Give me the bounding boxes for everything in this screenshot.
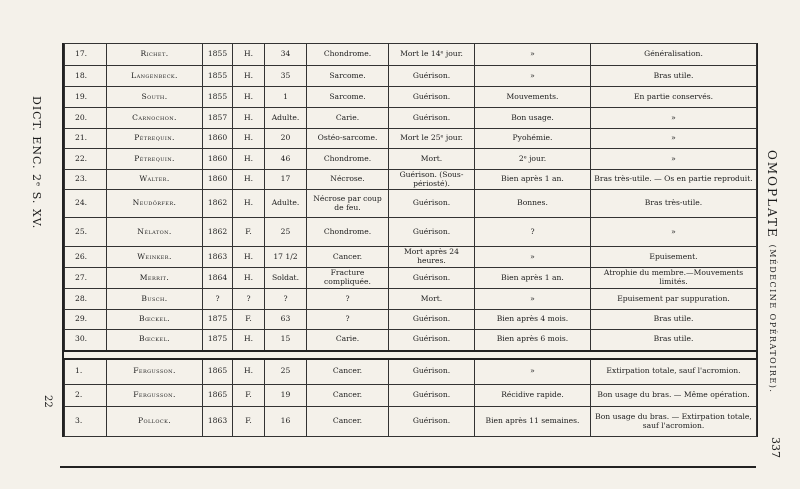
year-cell: 1860 [203, 170, 233, 190]
sex-cell: F. [233, 385, 265, 407]
year-cell: 1864 [203, 268, 233, 289]
outcome-cell: Guérison. (Sous-périosté). [389, 170, 475, 190]
age-cell: 17 1/2 [265, 247, 307, 268]
year-cell: 1855 [203, 44, 233, 66]
page-number-right: 337 [769, 437, 782, 458]
case-number-cell: 18. [65, 66, 107, 87]
sex-cell: H. [233, 87, 265, 108]
year-cell: 1865 [203, 385, 233, 407]
table-row [65, 385, 757, 407]
table-row [65, 218, 757, 247]
surgeon-cell: Merrit. [107, 268, 203, 289]
outcome-cell: Guérison. [389, 190, 475, 218]
age-cell: 19 [265, 385, 307, 407]
notes-cell: Bras utile. [591, 310, 757, 330]
outcome-cell: Guérison. [389, 330, 475, 351]
case-number-cell: 1. [65, 359, 107, 385]
age-cell: ? [265, 289, 307, 310]
function-result-cell: Bien après 1 an. [475, 170, 591, 190]
function-result-cell: Bien après 11 semaines. [475, 407, 591, 437]
sex-cell: H. [233, 190, 265, 218]
sex-cell: H. [233, 44, 265, 66]
function-result-cell: ? [475, 218, 591, 247]
notes-cell: » [591, 108, 757, 129]
table-row [65, 310, 757, 330]
table-row [65, 407, 757, 437]
surgeon-cell: Pollock. [107, 407, 203, 437]
year-cell: 1862 [203, 218, 233, 247]
disease-cell: Ostéo-sarcome. [307, 129, 389, 149]
notes-cell: Atrophie du membre.—Mouvements limités. [591, 268, 757, 289]
function-result-cell: Bien après 4 mois. [475, 310, 591, 330]
notes-cell: Bras utile. [591, 66, 757, 87]
disease-cell: Chondrome. [307, 218, 389, 247]
disease-cell: Chondrome. [307, 44, 389, 66]
surgeon-cell: Richet. [107, 44, 203, 66]
case-number-cell: 21. [65, 129, 107, 149]
case-number-cell: 22. [65, 149, 107, 170]
function-result-cell: » [475, 247, 591, 268]
running-head-title: OMOPLATE [765, 150, 779, 239]
table-row [65, 108, 757, 129]
table-group-1 [65, 44, 757, 351]
running-head-subtitle: (MÉDECINE OPÉRATOIRE). [768, 244, 777, 394]
year-cell: 1863 [203, 247, 233, 268]
function-result-cell: » [475, 44, 591, 66]
case-number-cell: 28. [65, 289, 107, 310]
notes-cell: Epuisement. [591, 247, 757, 268]
case-number-cell: 17. [65, 44, 107, 66]
surgeon-cell: Neudörfer. [107, 190, 203, 218]
surgeon-cell: Bœckel. [107, 310, 203, 330]
case-number-cell: 23. [65, 170, 107, 190]
function-result-cell: » [475, 359, 591, 385]
outcome-cell: Guérison. [389, 268, 475, 289]
table-row [65, 289, 757, 310]
outcome-cell: Guérison. [389, 407, 475, 437]
age-cell: 46 [265, 149, 307, 170]
running-head-right [765, 150, 779, 393]
notes-cell: Bras utile. [591, 330, 757, 351]
function-result-cell: » [475, 66, 591, 87]
notes-cell: Bon usage du bras. — Même opération. [591, 385, 757, 407]
running-head-left: DICT. ENC. 2ᵉ S. XV. [30, 96, 43, 230]
outcome-cell: Guérison. [389, 218, 475, 247]
notes-cell: Epuisement par suppuration. [591, 289, 757, 310]
notes-cell: » [591, 218, 757, 247]
age-cell: 25 [265, 218, 307, 247]
table-row [65, 44, 757, 66]
table-separator [65, 351, 757, 359]
age-cell: 25 [265, 359, 307, 385]
disease-cell: Cancer. [307, 359, 389, 385]
bottom-rule [60, 466, 756, 468]
notes-cell: Généralisation. [591, 44, 757, 66]
surgeon-cell: Fergusson. [107, 385, 203, 407]
year-cell: 1860 [203, 149, 233, 170]
notes-cell: Extirpation totale, sauf l'acromion. [591, 359, 757, 385]
table-row [65, 170, 757, 190]
cases-table [64, 43, 757, 437]
case-number-cell: 20. [65, 108, 107, 129]
function-result-cell: Bonnes. [475, 190, 591, 218]
year-cell: 1857 [203, 108, 233, 129]
disease-cell: Carie. [307, 330, 389, 351]
outcome-cell: Guérison. [389, 359, 475, 385]
sex-cell: H. [233, 359, 265, 385]
surgeon-cell: Weinker. [107, 247, 203, 268]
year-cell: 1862 [203, 190, 233, 218]
surgeon-cell: Fergusson. [107, 359, 203, 385]
notes-cell: » [591, 129, 757, 149]
sex-cell: H. [233, 129, 265, 149]
surgeon-cell: Bœckel. [107, 330, 203, 351]
age-cell: 15 [265, 330, 307, 351]
case-number-cell: 24. [65, 190, 107, 218]
page-number-left: 22 [42, 395, 53, 408]
disease-cell: ? [307, 289, 389, 310]
sex-cell: H. [233, 149, 265, 170]
disease-cell: Sarcome. [307, 87, 389, 108]
disease-cell: Fracture compliquée. [307, 268, 389, 289]
outcome-cell: Guérison. [389, 87, 475, 108]
sex-cell: ? [233, 289, 265, 310]
age-cell: 1 [265, 87, 307, 108]
table-row [65, 330, 757, 351]
outcome-cell: Guérison. [389, 66, 475, 87]
function-result-cell: Récidive rapide. [475, 385, 591, 407]
age-cell: 35 [265, 66, 307, 87]
year-cell: 1863 [203, 407, 233, 437]
table-row [65, 87, 757, 108]
function-result-cell: » [475, 289, 591, 310]
sex-cell: H. [233, 66, 265, 87]
age-cell: Adulte. [265, 190, 307, 218]
year-cell: 1855 [203, 66, 233, 87]
case-number-cell: 3. [65, 407, 107, 437]
table-row [65, 129, 757, 149]
function-result-cell: 2ᵉ jour. [475, 149, 591, 170]
surgeon-cell: Pétrequin. [107, 129, 203, 149]
disease-cell: Carie. [307, 108, 389, 129]
year-cell: ? [203, 289, 233, 310]
function-result-cell: Bon usage. [475, 108, 591, 129]
age-cell: 63 [265, 310, 307, 330]
surgeon-cell: Langenbeck. [107, 66, 203, 87]
surgeon-cell: South. [107, 87, 203, 108]
disease-cell: Chondrome. [307, 149, 389, 170]
case-number-cell: 2. [65, 385, 107, 407]
cases-table-wrapper [62, 43, 758, 437]
outcome-cell: Mort le 25ᵉ jour. [389, 129, 475, 149]
surgeon-cell: Pétrequin. [107, 149, 203, 170]
notes-cell: En partie conservés. [591, 87, 757, 108]
outcome-cell: Guérison. [389, 310, 475, 330]
notes-cell: Bon usage du bras. — Extirpation totale, sauf l'acromion. [591, 407, 757, 437]
year-cell: 1865 [203, 359, 233, 385]
age-cell: 16 [265, 407, 307, 437]
disease-cell: Sarcome. [307, 66, 389, 87]
table-row [65, 359, 757, 385]
sex-cell: H. [233, 330, 265, 351]
function-result-cell: Mouvements. [475, 87, 591, 108]
disease-cell: Nécrose. [307, 170, 389, 190]
year-cell: 1855 [203, 87, 233, 108]
function-result-cell: Bien après 6 mois. [475, 330, 591, 351]
case-number-cell: 27. [65, 268, 107, 289]
year-cell: 1860 [203, 129, 233, 149]
disease-cell: Cancer. [307, 407, 389, 437]
age-cell: 20 [265, 129, 307, 149]
disease-cell: ? [307, 310, 389, 330]
function-result-cell: Pyohémie. [475, 129, 591, 149]
outcome-cell: Mort le 14ᵉ jour. [389, 44, 475, 66]
notes-cell: Bras très-utile. [591, 190, 757, 218]
surgeon-cell: Carnochon. [107, 108, 203, 129]
table-row [65, 268, 757, 289]
case-number-cell: 26. [65, 247, 107, 268]
table-row [65, 66, 757, 87]
surgeon-cell: Busch. [107, 289, 203, 310]
case-number-cell: 30. [65, 330, 107, 351]
case-number-cell: 29. [65, 310, 107, 330]
age-cell: 34 [265, 44, 307, 66]
table-row [65, 149, 757, 170]
function-result-cell: Bien après 1 an. [475, 268, 591, 289]
age-cell: Adulte. [265, 108, 307, 129]
sex-cell: F. [233, 407, 265, 437]
surgeon-cell: Nélaton. [107, 218, 203, 247]
age-cell: Soldat. [265, 268, 307, 289]
disease-cell: Cancer. [307, 385, 389, 407]
sex-cell: F. [233, 218, 265, 247]
outcome-cell: Mort. [389, 149, 475, 170]
table-row [65, 190, 757, 218]
table-group-2 [65, 359, 757, 437]
outcome-cell: Mort après 24 heures. [389, 247, 475, 268]
notes-cell: » [591, 149, 757, 170]
outcome-cell: Guérison. [389, 385, 475, 407]
table-row [65, 247, 757, 268]
disease-cell: Nécrose par coup de feu. [307, 190, 389, 218]
sex-cell: H. [233, 170, 265, 190]
surgeon-cell: Walter. [107, 170, 203, 190]
year-cell: 1875 [203, 310, 233, 330]
outcome-cell: Mort. [389, 289, 475, 310]
disease-cell: Cancer. [307, 247, 389, 268]
sex-cell: H. [233, 247, 265, 268]
age-cell: 17 [265, 170, 307, 190]
notes-cell: Bras très-utile. — Os en partie reproduit. [591, 170, 757, 190]
outcome-cell: Guérison. [389, 108, 475, 129]
case-number-cell: 19. [65, 87, 107, 108]
case-number-cell: 25. [65, 218, 107, 247]
year-cell: 1875 [203, 330, 233, 351]
sex-cell: H. [233, 108, 265, 129]
sex-cell: H. [233, 268, 265, 289]
sex-cell: F. [233, 310, 265, 330]
